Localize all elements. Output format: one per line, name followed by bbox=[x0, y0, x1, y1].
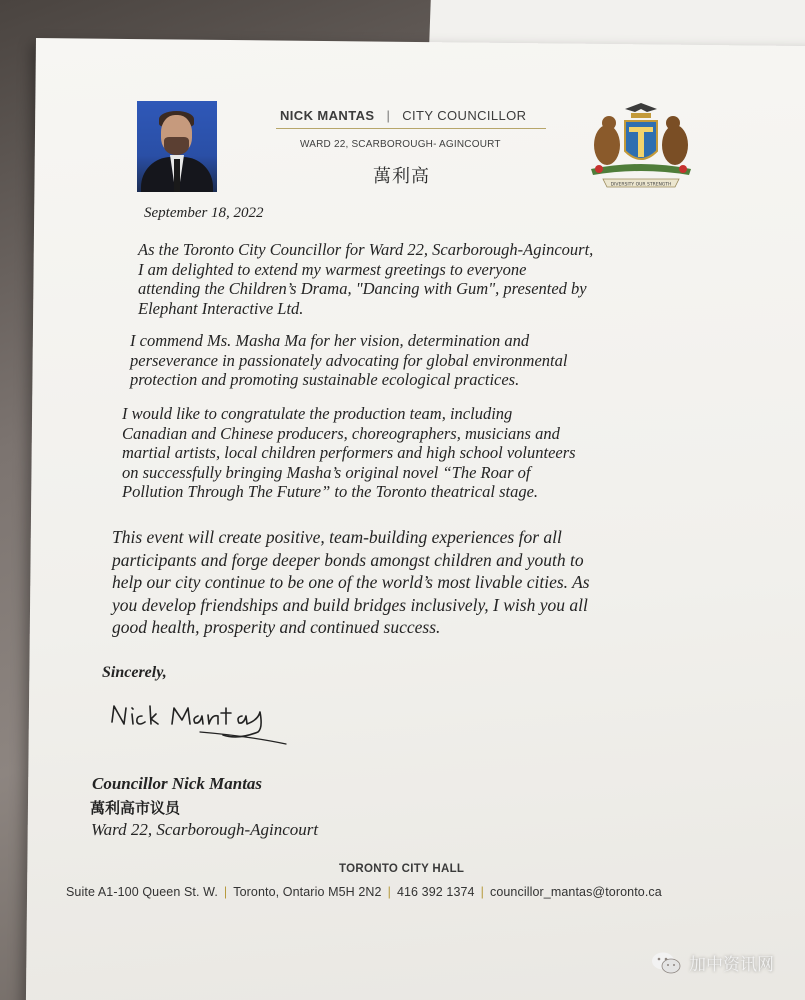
letterhead-name: NICK MANTAS bbox=[280, 108, 375, 123]
footer-phone: 416 392 1374 bbox=[396, 885, 475, 899]
letterhead-chinese-name: 萬利高 bbox=[373, 166, 430, 187]
paragraph-line: perseverance in passionately advocating for global environmental bbox=[130, 350, 568, 370]
wechat-icon bbox=[651, 951, 681, 975]
paragraph-line: martial artists, local children performers and high school volunteers bbox=[122, 443, 576, 462]
paragraph-line: Elephant Interactive Ltd. bbox=[138, 298, 304, 318]
paragraph-line: participants and forge deeper bonds amongst children and youth to bbox=[112, 549, 584, 570]
closing-salutation: Sincerely, bbox=[102, 664, 167, 681]
paragraph-line: help our city continue to be one of the world’s most livable cities. As bbox=[112, 572, 590, 592]
footer-address: Suite A1-100 Queen St. W. bbox=[66, 885, 218, 899]
signer-ward: Ward 22, Scarborough-Agincourt bbox=[91, 820, 319, 839]
paragraph-line: Pollution Through The Future” to the Toronto theatrical stage. bbox=[122, 482, 539, 501]
signer-name: Councillor Nick Mantas bbox=[92, 774, 263, 793]
paragraph-line: Canadian and Chinese producers, choreographers, musicians and bbox=[122, 423, 560, 443]
footer-city: Toronto, Ontario M5H 2N2 bbox=[233, 885, 382, 899]
footer-contact-line bbox=[66, 885, 662, 899]
paragraph-line: good health, prosperity and continued success. bbox=[112, 617, 441, 637]
paragraph-line: protection and promoting sustainable ecological practices. bbox=[130, 370, 520, 389]
paragraph-line: attending the Children’s Drama, "Dancing with Gum", presented by bbox=[138, 279, 587, 298]
paragraph-2 bbox=[130, 331, 567, 390]
letterhead-ward: WARD 22, SCARBOROUGH- AGINCOURT bbox=[300, 139, 501, 150]
footer-separator: | bbox=[480, 885, 484, 899]
footer-separator: | bbox=[387, 885, 391, 899]
watermark-text: 加中资讯网 bbox=[689, 955, 774, 975]
paragraph-line: I commend Ms. Masha Ma for her vision, determination and bbox=[130, 331, 530, 350]
paragraph-line: As the Toronto City Councillor for Ward 22, Scarborough-Agincourt, bbox=[138, 240, 594, 259]
letter-date: September 18, 2022 bbox=[144, 205, 264, 221]
paragraph-line: you develop friendships and build bridges inclusively, I wish you all bbox=[112, 594, 588, 615]
site-watermark bbox=[651, 950, 774, 975]
paragraph-line: I am delighted to extend my warmest greetings to everyone bbox=[138, 259, 527, 279]
signer-chinese-title: 萬利高市议员 bbox=[90, 799, 181, 817]
letterhead-title bbox=[280, 108, 550, 123]
paragraph-line: I would like to congratulate the production team, including bbox=[122, 404, 513, 423]
paragraph-line: on successfully bringing Masha’s original novel “The Roar of bbox=[122, 462, 531, 482]
paragraph-3 bbox=[122, 404, 576, 502]
paragraph-1 bbox=[138, 240, 593, 318]
crest-motto: DIVERSITY OUR STRENGTH bbox=[610, 182, 672, 188]
footer-email: councillor_mantas@toronto.ca bbox=[489, 885, 662, 899]
paragraph-4 bbox=[112, 526, 590, 639]
letterhead-rule bbox=[276, 128, 546, 129]
footer-title: TORONTO CITY HALL bbox=[339, 863, 465, 875]
paragraph-line: This event will create positive, team-building experiences for all bbox=[112, 527, 562, 547]
councillor-portrait-photo bbox=[137, 101, 217, 192]
footer-separator: | bbox=[223, 885, 228, 899]
toronto-coat-of-arms-icon bbox=[585, 99, 697, 191]
letterhead-divider: | bbox=[386, 108, 391, 123]
handwritten-signature bbox=[108, 702, 292, 754]
letterhead-role: CITY COUNCILLOR bbox=[402, 108, 527, 123]
